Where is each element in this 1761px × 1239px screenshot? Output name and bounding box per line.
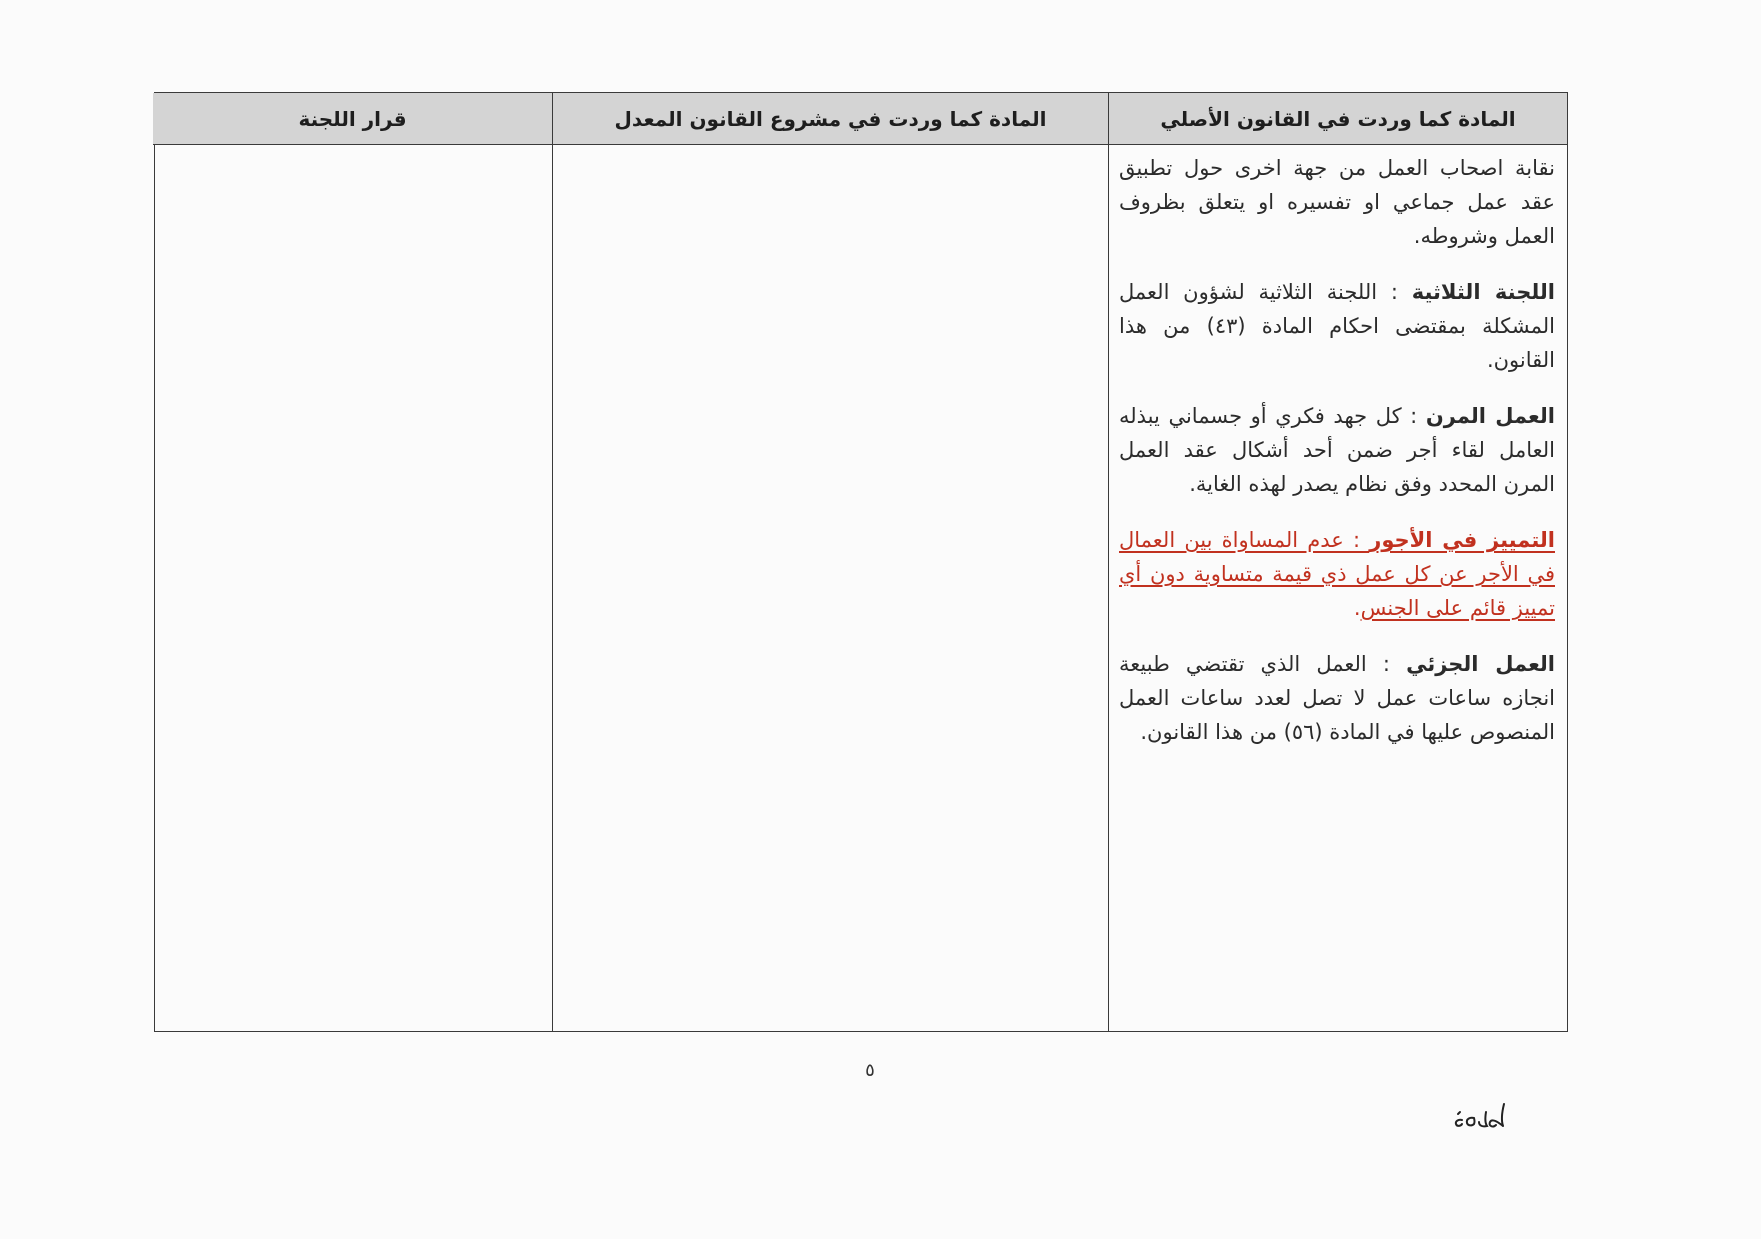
handwritten-signature <box>1446 1098 1516 1132</box>
term-wage-discrimination: التمييز في الأجور <box>1369 528 1555 552</box>
header-committee-decision: قرار اللجنة <box>153 93 552 145</box>
term-flexible-work: العمل المرن <box>1425 404 1555 428</box>
cell-committee-decision <box>153 145 552 1031</box>
paragraph-continuation: نقابة اصحاب العمل من جهة اخرى حول تطبيق عقد عمل جماعي او تفسيره او يتعلق بظروف العمل وشروطه. <box>1119 156 1555 248</box>
cell-original-law <box>1108 145 1567 1031</box>
header-amended-draft: المادة كما وردت في مشروع القانون المعدل <box>552 93 1108 145</box>
paragraph-part-time-work: العمل الجزئي : العمل الذي تقتضي طبيعة انجازه ساعات عمل لا تصل لعدد ساعات العمل المنصوص عليها في المادة (٥٦) من هذا القانون. <box>1119 652 1556 744</box>
paragraph-wage-discrimination: التمييز في الأجور : عدم المساواة بين العمال في الأجر عن كل عمل ذي قيمة متساوية دون أي تمييز قائم على الجنس. <box>1119 528 1555 620</box>
header-original-law: المادة كما وردت في القانون الأصلي <box>1108 93 1567 145</box>
paragraph-flexible-work: العمل المرن : كل جهد فكري أو جسماني يبذله العامل لقاء أجر ضمن أحد أشكال عقد العمل المرن المحدد وفق نظام يصدر لهذه الغاية. <box>1119 404 1555 496</box>
page-number: ٥ <box>865 1060 875 1081</box>
term-tripartite-committee: اللجنة الثلاثية <box>1411 280 1556 304</box>
term-part-time-work: العمل الجزئي <box>1406 652 1556 676</box>
cell-amended-draft <box>552 145 1108 1031</box>
paragraph-tripartite-committee: اللجنة الثلاثية : اللجنة الثلاثية لشؤون العمل المشكلة بمقتضى احكام المادة (٤٣) من هذا القانون. <box>1119 280 1556 372</box>
comparison-table <box>154 92 1568 1032</box>
